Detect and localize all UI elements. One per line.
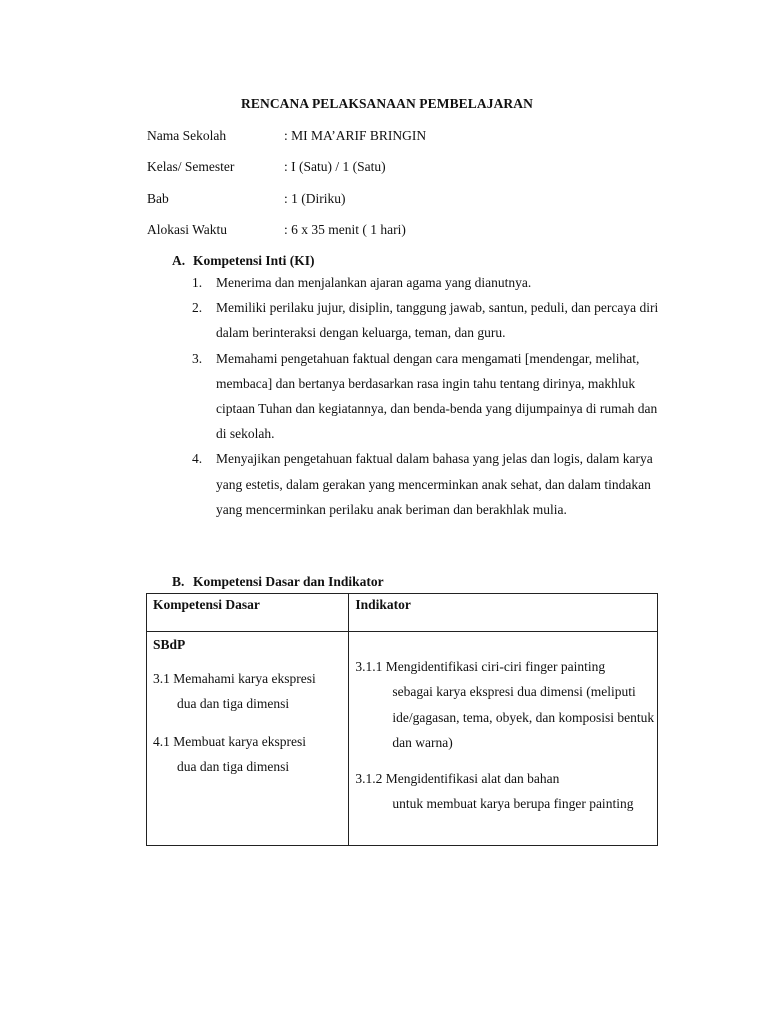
- section-title: Kompetensi Inti (KI): [193, 253, 315, 268]
- info-label: Bab: [147, 191, 169, 206]
- column-header: Indikator: [355, 597, 411, 612]
- list-item: [192, 346, 662, 447]
- kd-number: 3.1: [153, 671, 170, 686]
- indicator-item: [355, 766, 655, 817]
- list-item-number: 4.: [192, 451, 203, 467]
- info-label: Nama Sekolah: [147, 128, 227, 143]
- kd-item: [153, 666, 345, 716]
- competency-indicator-table: [146, 593, 658, 846]
- list-item-number: 3.: [192, 350, 203, 366]
- info-label: Kelas/ Semester: [147, 159, 235, 174]
- indicator-text-first: Mengidentifikasi alat dan bahan: [385, 771, 560, 786]
- list-item: [192, 446, 662, 522]
- section-a-heading: [172, 252, 315, 270]
- indicator-text-rest: untuk membuat karya berupa finger painting: [392, 796, 634, 812]
- indicator-first-line: [355, 766, 655, 791]
- kd-number: 4.1: [153, 734, 170, 749]
- indicator-item: [355, 654, 655, 755]
- subject-label: SBdP: [153, 637, 186, 652]
- kd-text-rest: dua dan tiga dimensi: [177, 696, 290, 711]
- info-label: Alokasi Waktu: [147, 222, 228, 237]
- table-header-cell: [147, 594, 349, 632]
- section-b-heading: [172, 573, 384, 591]
- list-item-number: 2.: [192, 300, 203, 316]
- core-competency-list: [192, 270, 662, 522]
- indicator-number: 3.1.2: [355, 771, 383, 786]
- info-value: : 6 x 35 menit ( 1 hari): [284, 222, 406, 237]
- info-value: : MI MA’ARIF BRINGIN: [284, 128, 427, 143]
- kd-text-first: Membuat karya ekspresi: [173, 734, 306, 749]
- info-value: : I (Satu) / 1 (Satu): [284, 159, 386, 174]
- list-item-text: Memahami pengetahuan faktual dengan cara mengamati [mendengar, melihat, membaca] dan bertanya berdasarkan rasa ingin tahu tentang dirinya, makhluk ciptaan Tuhan dan kegiatannya, dan benda-benda yang dijumpainya di rumah dan di sekolah.: [216, 350, 658, 442]
- column-header: Kompetensi Dasar: [153, 597, 260, 612]
- kd-item: [153, 729, 345, 779]
- list-item-text: Menerima dan menjalankan ajaran agama yang dianutnya.: [216, 275, 532, 290]
- table-cell-kd: [147, 632, 349, 846]
- table-row: [147, 632, 658, 846]
- kd-text-rest: dua dan tiga dimensi: [177, 759, 290, 774]
- list-item: [192, 270, 662, 295]
- info-value: : 1 (Diriku): [284, 191, 346, 206]
- section-title: Kompetensi Dasar dan Indikator: [193, 574, 384, 589]
- list-item-text: Menyajikan pengetahuan faktual dalam bahasa yang jelas dan logis, dalam karya yang estetis, dalam gerakan yang mencerminkan anak sehat, dan dalam tindakan yang mencerminkan perilaku anak beriman dan berakhlak mulia.: [216, 451, 653, 517]
- indicator-number: 3.1.1: [355, 659, 383, 674]
- section-letter: A.: [172, 253, 186, 268]
- list-item-number: 1.: [192, 275, 203, 290]
- kd-text-first: Memahami karya ekspresi: [173, 671, 316, 686]
- list-item: [192, 295, 662, 345]
- table-cell-indicator: [349, 632, 658, 846]
- document-title: RENCANA PELAKSANAAN PEMBELAJARAN: [241, 96, 533, 111]
- indicator-first-line: [355, 654, 655, 679]
- table-header-row: [147, 594, 658, 632]
- section-letter: B.: [172, 574, 185, 589]
- list-item-text: Memiliki perilaku jujur, disiplin, tanggung jawab, santun, peduli, dan percaya diri dalam berinteraksi dengan keluarga, teman, dan guru.: [216, 300, 659, 341]
- indicator-text-first: Mengidentifikasi ciri-ciri finger painting: [385, 659, 606, 674]
- indicator-text-rest: sebagai karya ekspresi dua dimensi (meliputi ide/gagasan, tema, obyek, dan komposisi bentuk dan warna): [392, 684, 655, 750]
- table-header-cell: [349, 594, 658, 632]
